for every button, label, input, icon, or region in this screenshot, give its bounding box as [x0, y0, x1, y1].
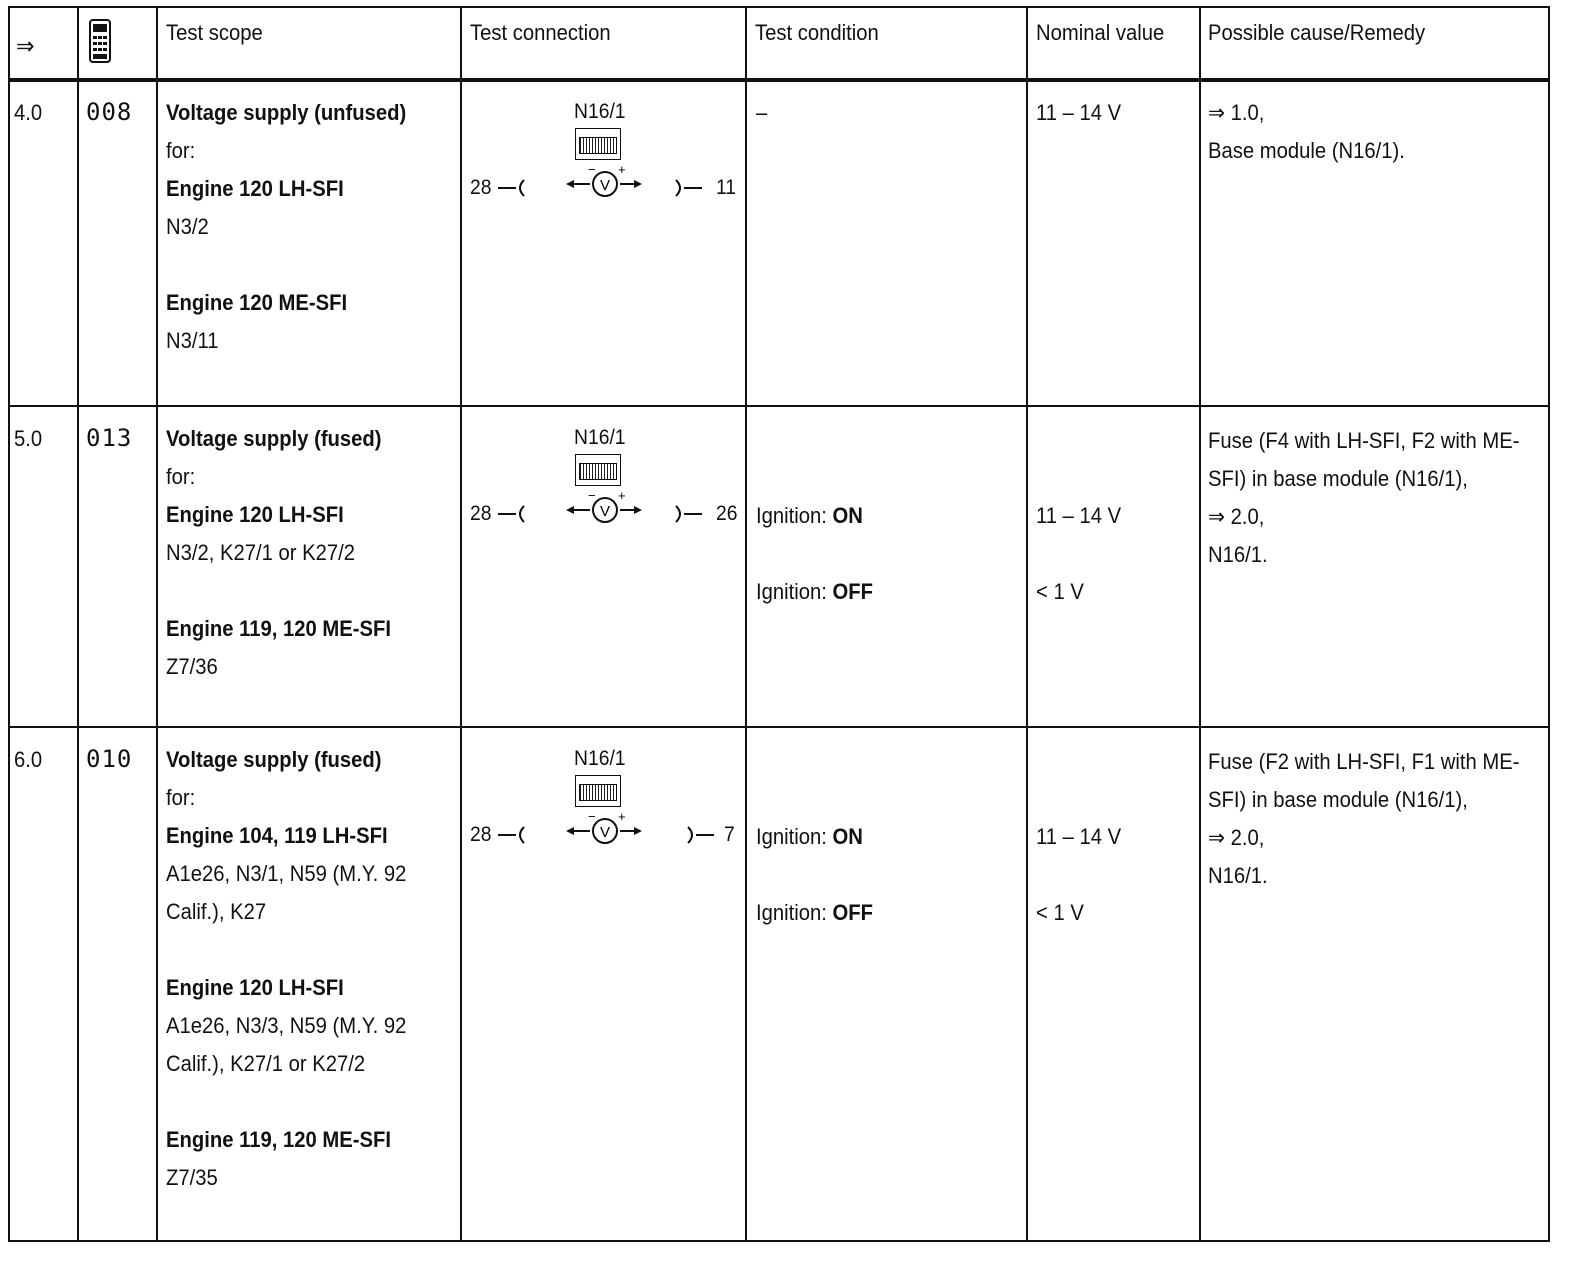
left-pin: 28	[470, 823, 492, 846]
column-border	[77, 6, 79, 1242]
scope-title: Voltage supply (fused)	[166, 426, 382, 451]
test-condition: Ignition: OFF	[756, 579, 873, 604]
voltmeter-icon	[462, 96, 747, 206]
nominal-value: 11 – 14 V	[1036, 100, 1122, 125]
remedy-line: ⇒ 2.0,	[1208, 825, 1265, 850]
svg-text:V: V	[600, 824, 611, 841]
scope-line: Calif.), K27/1 or K27/2	[166, 1051, 366, 1076]
scope-engine: Engine 120 LH-SFI	[166, 975, 344, 1000]
scope-line: N3/11	[166, 328, 219, 353]
column-border	[1199, 6, 1201, 1242]
right-pin: 26	[716, 502, 738, 525]
svg-text:−: −	[588, 809, 596, 824]
test-step-code: 008	[86, 98, 133, 126]
test-step-code: 010	[86, 745, 133, 773]
scope-spacer	[166, 572, 391, 610]
scope-engine: Engine 120 LH-SFI	[166, 502, 344, 527]
column-border	[8, 6, 10, 1242]
scope-engine: Engine 119, 120 ME-SFI	[166, 616, 391, 641]
scope-line: for:	[166, 785, 196, 810]
remedy-line: Fuse (F4 with LH-SFI, F2 with ME-	[1208, 428, 1520, 453]
step-number: 5.0	[14, 426, 43, 451]
column-border	[1548, 6, 1550, 1242]
test-condition: Ignition: ON	[756, 824, 863, 849]
remedy-line: Fuse (F2 with LH-SFI, F1 with ME-	[1208, 749, 1520, 774]
test-connection-diagram	[462, 743, 747, 853]
test-scope-cell	[166, 741, 427, 1197]
scope-engine: Engine 120 LH-SFI	[166, 176, 344, 201]
test-connection-diagram	[462, 96, 747, 206]
right-pin: 7	[724, 823, 735, 846]
scope-spacer	[166, 931, 406, 969]
remedy-line: ⇒ 2.0,	[1208, 504, 1265, 529]
scope-engine: Engine 120 ME-SFI	[166, 290, 348, 315]
scope-line: A1e26, N3/3, N59 (M.Y. 92	[166, 1013, 407, 1038]
remedy-line: ⇒ 1.0,	[1208, 100, 1265, 125]
right-pin: 11	[716, 176, 737, 199]
left-pin: 28	[470, 176, 492, 199]
step-number: 6.0	[14, 747, 43, 772]
arrow-header: ⇒	[16, 33, 35, 60]
svg-text:V: V	[600, 503, 611, 520]
test-scope-cell	[166, 420, 411, 686]
table-bottom-border	[8, 1240, 1550, 1242]
header-test-condition: Test condition	[755, 20, 879, 45]
voltmeter-icon	[462, 422, 747, 532]
column-border	[1026, 6, 1028, 1242]
test-step-code: 013	[86, 424, 133, 452]
row-divider	[8, 726, 1550, 728]
svg-text:+: +	[618, 809, 626, 824]
module-label: N16/1	[574, 747, 626, 770]
scope-engine: Engine 104, 119 LH-SFI	[166, 823, 388, 848]
voltmeter-icon	[462, 743, 747, 853]
table-top-border	[8, 6, 1550, 8]
scope-title: Voltage supply (fused)	[166, 747, 382, 772]
remedy-cell	[1208, 94, 1422, 170]
svg-text:+: +	[618, 162, 626, 177]
scope-title: Voltage supply (unfused)	[166, 100, 407, 125]
scope-line: Calif.), K27	[166, 899, 267, 924]
header-test-scope: Test scope	[166, 20, 263, 45]
remedy-cell	[1208, 743, 1547, 895]
scope-spacer	[166, 246, 406, 284]
header-bottom-border	[8, 78, 1550, 82]
test-scope-cell	[166, 94, 427, 360]
remedy-cell	[1208, 422, 1547, 574]
test-connection-diagram	[462, 422, 747, 532]
scope-line: N3/2, K27/1 or K27/2	[166, 540, 356, 565]
scope-line: for:	[166, 138, 196, 163]
left-pin: 28	[470, 502, 492, 525]
header-nominal-value: Nominal value	[1036, 20, 1165, 45]
test-condition: Ignition: OFF	[756, 900, 873, 925]
remedy-line: SFI) in base module (N16/1),	[1208, 787, 1468, 812]
nominal-value: 11 – 14 V	[1036, 824, 1122, 849]
header-test-connection: Test connection	[470, 20, 611, 45]
module-label: N16/1	[574, 100, 626, 123]
scope-line: N3/2	[166, 214, 209, 239]
header-possible-cause-remedy: Possible cause/Remedy	[1208, 20, 1426, 45]
scope-line: for:	[166, 464, 196, 489]
nominal-value: < 1 V	[1036, 900, 1084, 925]
scope-line: Z7/36	[166, 654, 218, 679]
column-border	[156, 6, 158, 1242]
step-number: 4.0	[14, 100, 43, 125]
test-condition: –	[756, 100, 768, 125]
diagnostic-tester-icon	[88, 18, 112, 64]
scope-line: Z7/35	[166, 1165, 218, 1190]
nominal-value: < 1 V	[1036, 579, 1084, 604]
scope-engine: Engine 119, 120 ME-SFI	[166, 1127, 391, 1152]
remedy-line: N16/1.	[1208, 863, 1268, 888]
svg-text:+: +	[618, 488, 626, 503]
remedy-line: N16/1.	[1208, 542, 1268, 567]
svg-text:V: V	[600, 177, 611, 194]
remedy-line: SFI) in base module (N16/1),	[1208, 466, 1468, 491]
row-divider	[8, 405, 1550, 407]
remedy-line: Base module (N16/1).	[1208, 138, 1405, 163]
svg-text:−: −	[588, 162, 596, 177]
scope-spacer	[166, 1083, 406, 1121]
test-condition: Ignition: ON	[756, 503, 863, 528]
nominal-value: 11 – 14 V	[1036, 503, 1122, 528]
scope-line: A1e26, N3/1, N59 (M.Y. 92	[166, 861, 407, 886]
module-label: N16/1	[574, 426, 626, 449]
svg-text:−: −	[588, 488, 596, 503]
